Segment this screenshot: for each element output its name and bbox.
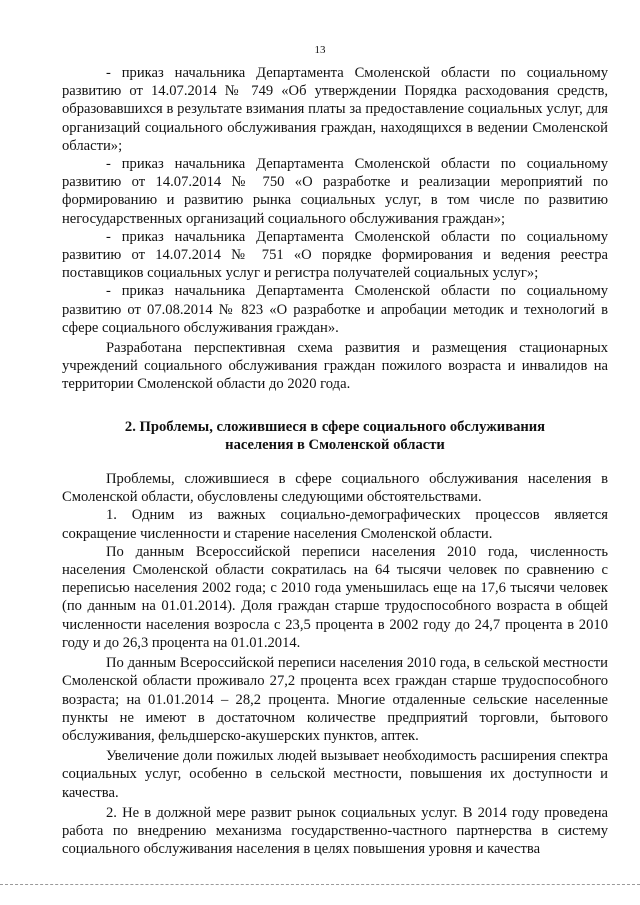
page-number: 13 [314,44,326,56]
list-item: - приказ начальника Департамента Смоленской области по социальному развитию от 07.08.2014 № 823 «О разработке и апробации методик и технологий в сфере социального обслуживания граждан». [62,283,608,336]
paragraph: Проблемы, сложившиеся в сфере социального обслуживания населения в Смоленской области, обусловлены следующими обстоятельствами. [62,471,608,506]
section-heading-line: 2. Проблемы, сложившиеся в сфере социального обслуживания [124,418,546,435]
page-bottom-divider [0,884,640,885]
list-item: - приказ начальника Департамента Смоленской области по социальному развитию от 14.07.2014 № 749 «Об утверждении Порядка расходования средств, образовавшихся в результате взимания платы за предоставление социальных услуг, для организаций социального обслуживания граждан, находящихся в ведении Смоленской области»; [62,65,608,154]
document-body [62,64,608,858]
paragraph: По данным Всероссийской переписи населения 2010 года, в сельской местности Смоленской области проживало 27,2 процента всех граждан старше трудоспособного возраста; на 01.01.2014 – 28,2 процента. Многие отдаленные сельские населенные пункты не имеют в достаточном количестве предприятий торговли, бытового обслуживания, фельдшерско-акушерских пунктов, аптек. [62,655,608,744]
paragraph: 1. Одним из важных социально-демографических процессов является сокращение численности и старение населения Смоленской области. [62,507,608,542]
paragraph: По данным Всероссийской переписи населения 2010 года, численность населения Смоленской области сократилась на 64 тысячи человек по сравнению с переписью населения 2002 года; с 2010 года уменьшилась еще на 17,6 тысячи человек (по данным на 01.01.2014). Доля граждан старше трудоспособного возраста в общей численности населения возросла с 23,5 процента в 2002 году до 24,7 процента в 2010 году и до 26,3 процента на 01.01.2014. [62,543,608,651]
intro-paragraph: Разработана перспективная схема развития и размещения стационарных учреждений социального обслуживания граждан пожилого возраста и инвалидов на территории Смоленской области до 2020 года. [62,340,608,393]
paragraph: 2. Не в должной мере развит рынок социальных услуг. В 2014 году проведена работа по внедрению механизма государственно-частного партнерства в систему социального обслуживания населения в целях повышения уровня и качества [62,804,608,858]
section-heading [62,418,608,454]
list-item: - приказ начальника Департамента Смоленской области по социальному развитию от 14.07.2014 № 750 «О разработке и реализации мероприятий по формированию и развитию рынка социальных услуг, в том числе по развитию негосударственных организаций социального обслуживания граждан»; [62,156,608,227]
list-item: - приказ начальника Департамента Смоленской области по социальному развитию от 14.07.2014 № 751 «О порядке формирования и ведения реестра поставщиков социальных услуг и регистра получателей социальных услуг»; [62,228,608,282]
paragraph: Увеличение доли пожилых людей вызывает необходимость расширения спектра социальных услуг, особенно в сельской местности, повышения их доступности и качества. [62,748,608,801]
section-heading-line: населения в Смоленской области [225,436,445,453]
